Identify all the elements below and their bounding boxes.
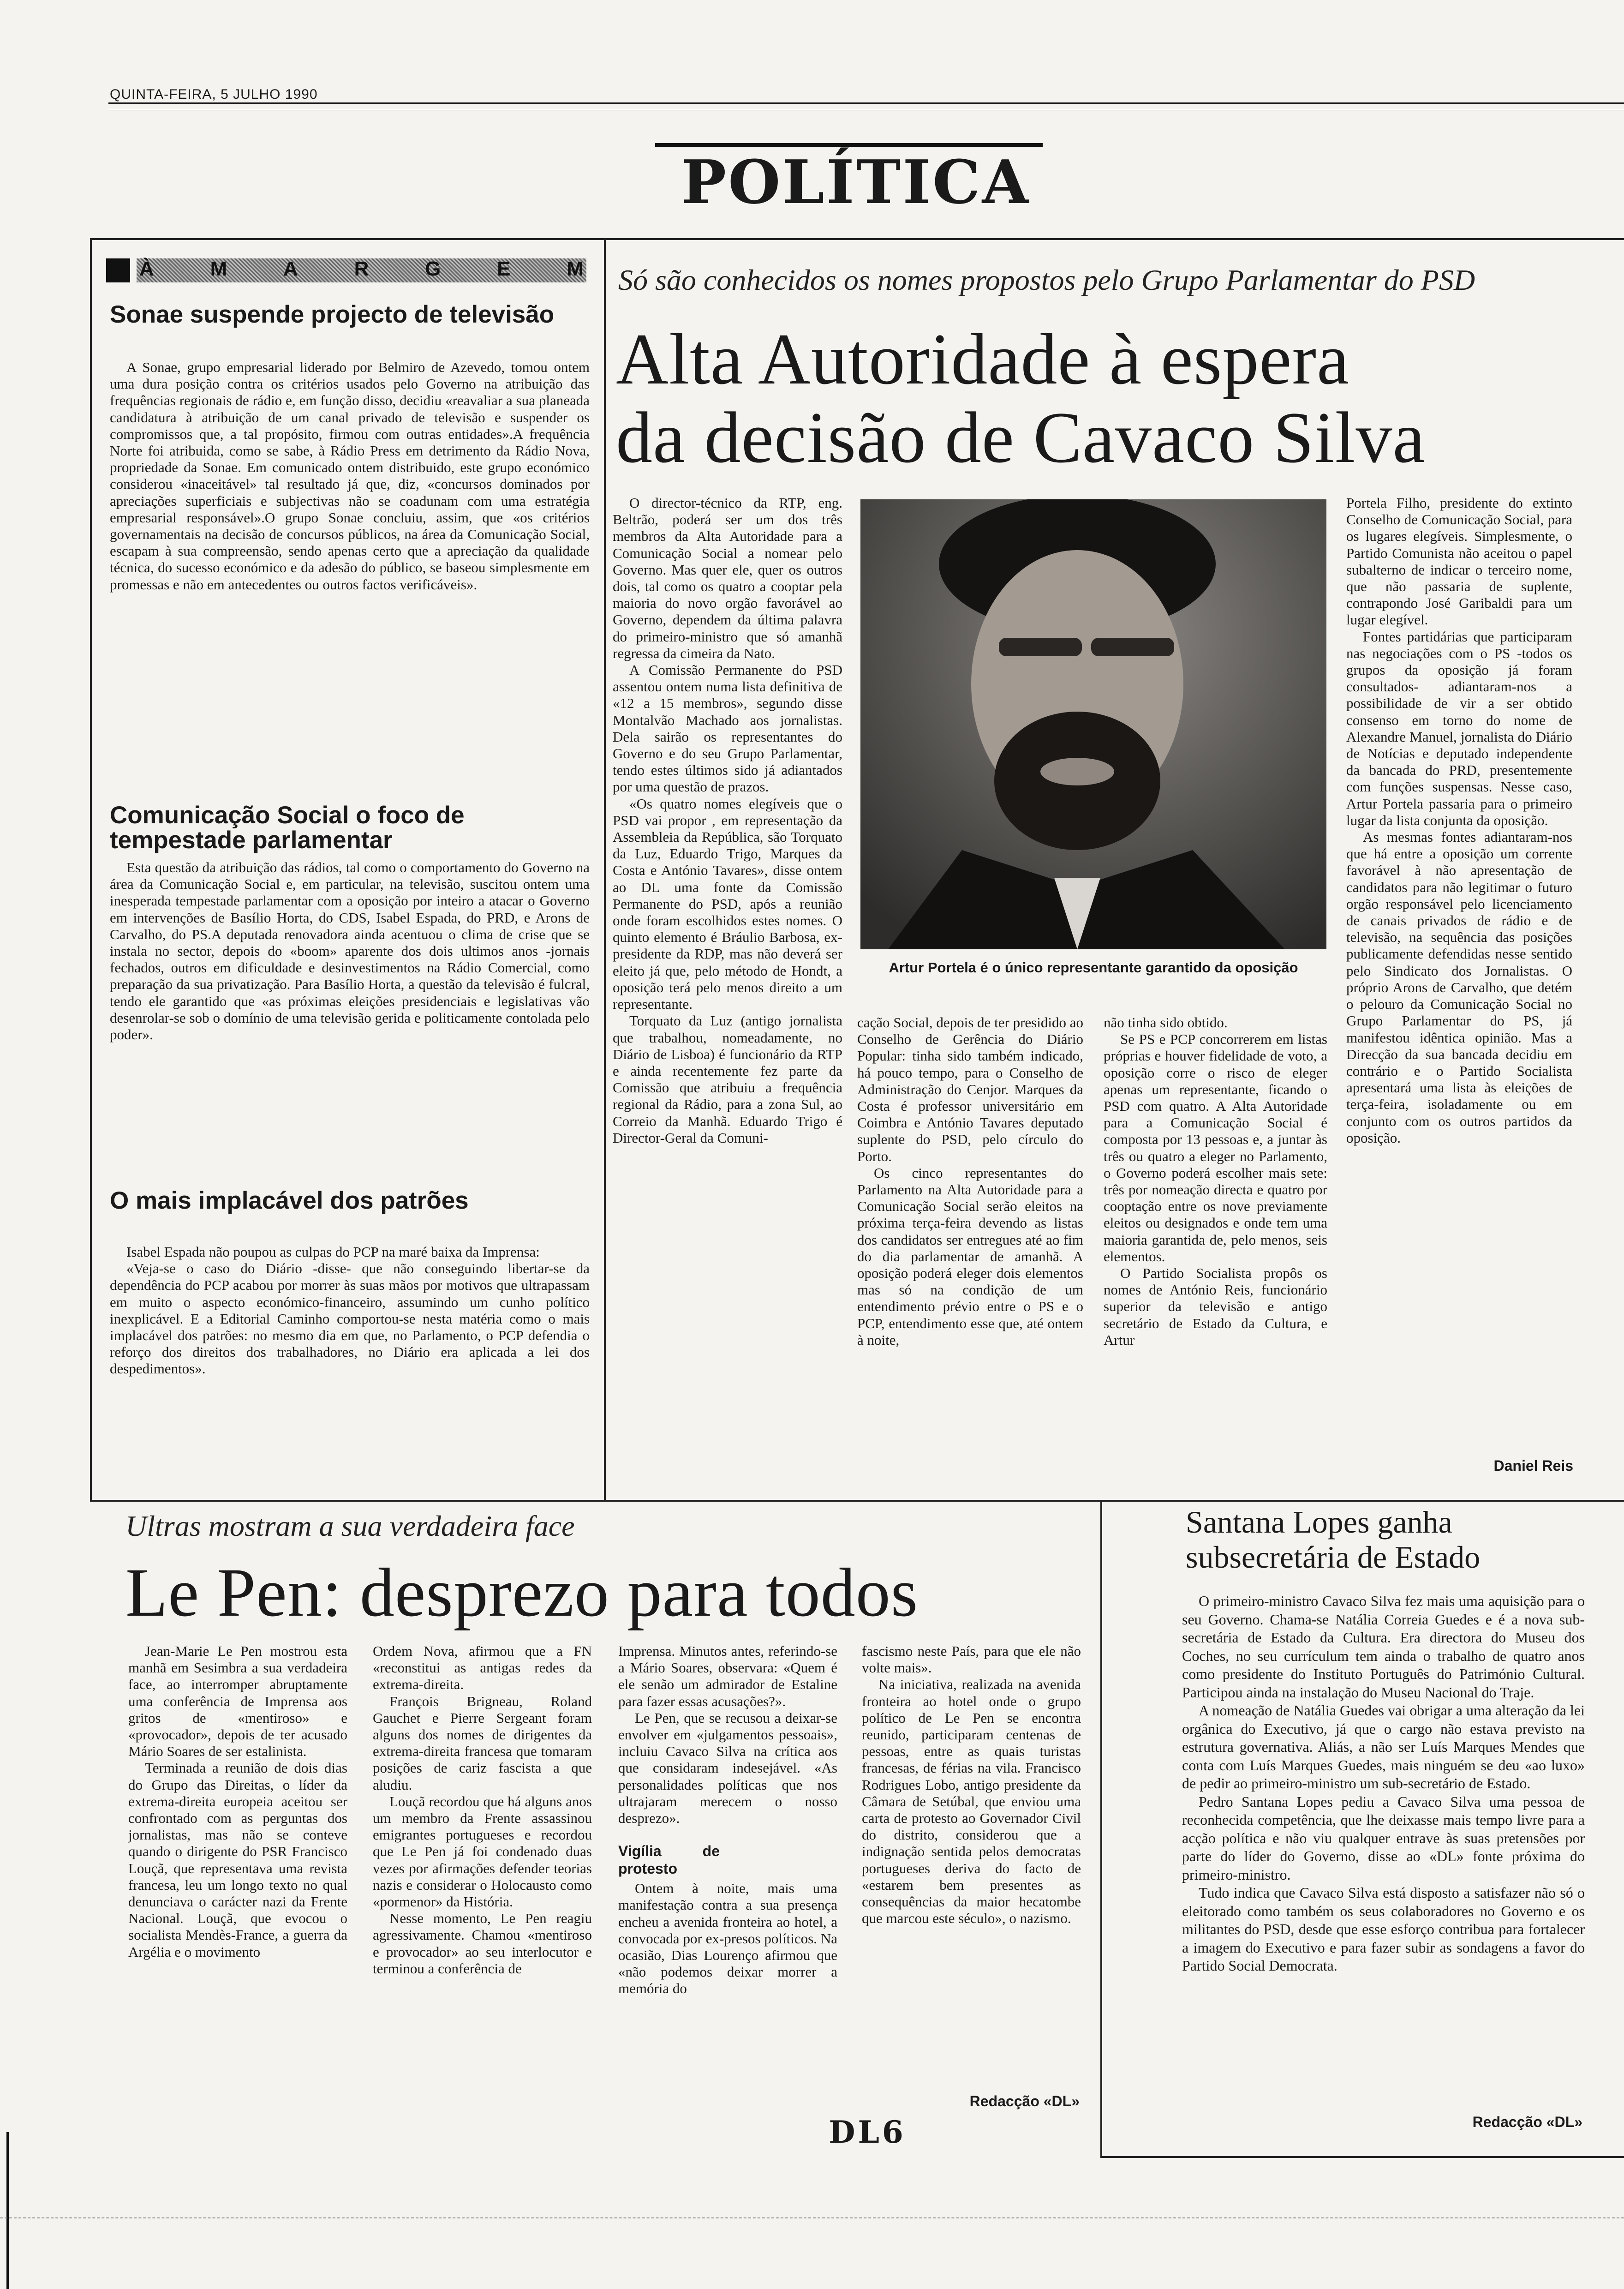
paragraph: As mesmas fontes adiantaram-nos que há entre a oposição um corrente favorável à não apresentação de candidatos para não legitimar o futuro orgão responsável pelo licenciamento de canais privados de rádio e de televisão, na sequência das posições publicamente defendidas nesse sentido pelo Sindicato dos Jornalistas. O próprio Arons de Carvalho, que detém o pelouro da Comunicação Social no Grupo Parlamentar do PS, já manifestou idêntica opinião. Mas a Direcção da sua bancada decidiu em contrário e o Partido Socialista apresentará uma lista às eleições de terça-feira, isoladamente ou em conjunto com os outros partidos da oposição.: [1346, 829, 1572, 1146]
paragraph: Terminada a reunião de dois dias do Grupo das Direitas, o líder da extrema-direita europeia aceitou ser confrontado com as perguntas dos jornalistas, mas não se conteve quando o dirigente do PSR Francisco Louçã, que representava uma revista francesa, leu um longo texto no qual denunciava o carácter nazi da Frente Nacional. Louçã, que evocou o socialista Mendès-France, a guerra da Argélia e o movimento: [128, 1760, 347, 1960]
paragraph: Le Pen, que se recusou a deixar-se envolver em «julgamentos pessoais», incluiu Cavaco Silva na crítica aos que considaram indesejável. «As personalidades políticas que nos ultrajaram merecem o nosso desprezo».: [618, 1709, 837, 1827]
margem-letters: À M A R G E M: [139, 258, 584, 280]
santana-signature: Redacção «DL»: [1472, 2114, 1582, 2130]
margin-rule: [6, 2132, 9, 2289]
lepen-kicker: Ultras mostram a sua verdadeira face: [125, 1510, 575, 1542]
paragraph: Louçã recordou que há alguns anos um membro da Frente assassinou emigrantes portugueses e recordou que Le Pen já foi condenado duas vezes por afirmações defender teorias nazis e considerar o Holocausto como «pormenor» da História.: [373, 1793, 592, 1910]
page-date: QUINTA-FEIRA, 5 JULHO 1990: [110, 87, 318, 102]
page-folio: DL6: [829, 2114, 906, 2150]
lepen-subhead: Vigília de protesto: [618, 1843, 720, 1877]
main-headline-line2: da decisão de Cavaco Silva: [616, 397, 1426, 478]
lepen-signature: Redacção «DL»: [969, 2093, 1080, 2109]
paragraph: Fontes partidárias que participaram nas negociações com o PS -todos os grupos da oposição já foram consultados- adiantaram-nos a possibilidade de vir a ser obtido consenso em torno do nome de Alexandre Manuel, jornalista do Diário de Notícias e deputado independente da bancada do PRD, presentemente com funções suspensas. Nesse caso, Artur Portela passaria para o primeiro lugar da lista conjunta da oposição.: [1346, 628, 1572, 828]
portrait-figure: [860, 499, 1326, 949]
margem-item-title: Comunicação Social o foco de tempestade parlamentar: [110, 802, 465, 854]
paragraph: Tudo indica que Cavaco Silva está disposto a satisfazer não só o eleitorado como também os seus colaboradores no Governo e os militantes do PSD, desde que esse esforço contribua para fortalecer a imagem do Executivo e para fazer subir as sondagens a favor do Partido Social Democrata.: [1182, 1884, 1585, 1974]
lepen-col-4: [862, 1643, 1081, 1927]
paragraph: Imprensa. Minutos antes, referindo-se a Mário Soares, observara: «Quem é ele senão um admirador de Estaline para fazer essas acusações?».: [618, 1643, 837, 1709]
margem-item-body: [110, 1244, 590, 1378]
margem-item-title: O mais implacável dos patrões: [110, 1187, 469, 1214]
paragraph: fascismo neste País, para que ele não volte mais».: [862, 1643, 1081, 1676]
paragraph: Se PS e PCP concorrerem em listas próprias e houver fidelidade de voto, a oposição corre o risco de eleger apenas um representante, ficando o PSD com quatro. A Alta Autoridade para a Comunicação Social é composta por 13 pessoas e, a juntar às três ou quatro a eleger no Parlamento, o Governo poderá escolher mais sete: três por nomeação directa e quatro por cooptação entre os nove previamente eleitos ou designados e onde tem uma maioria garantida de, pelo menos, seis elementos.: [1104, 1031, 1327, 1264]
paragraph: Torquato da Luz (antigo jornalista que trabalhou, nomeadamente, no Diário de Lisboa) é funcionário da RTP e ainda recentemente fez parte da Comissão que atribuiu a frequência regional da Rádio, para a zona Sul, ao Correio da Manhã. Eduardo Trigo é Director-Geral da Comuni-: [613, 1013, 842, 1146]
paragraph: cação Social, depois de ter presidido ao Conselho de Gerência do Diário Popular: tinha sido também indicado, há pouco tempo, para o Conselho de Administração do Cenjor. Marques da Costa é professor universitário em Coimbra e António Tavares deputado suplente do PSD, pelo círculo do Porto.: [857, 1014, 1083, 1164]
portrait-photo: [860, 499, 1326, 949]
main-col-4: [1346, 495, 1572, 1146]
section-title: POLÍTICA: [681, 147, 1031, 217]
lepen-col-3: [618, 1643, 837, 1997]
paragraph: A Comissão Permanente do PSD assentou ontem numa lista definitiva de «12 a 15 membros», segundo disse Montalvão Machado aos jornalistas. Dela sairão os representantes do Governo e do seu Grupo Parlamentar, tendo estes últimos sido já adiantados por uma questão de prazos.: [613, 662, 842, 795]
main-col-1: [613, 495, 842, 1146]
paragraph: A nomeação de Natália Guedes vai obrigar a uma alteração da lei orgânica do Executivo, já que o cargo não estava previsto na estrutura governativa. Aliás, a não ser Luís Marques Mendes que conta com Luís Marques Guedes, mais ninguém se deu «ao luxo» de pedir ao primeiro-ministro um sub-secretário de Estado.: [1182, 1702, 1585, 1792]
paragraph: não tinha sido obtido.: [1104, 1014, 1228, 1031]
paragraph: François Brigneau, Roland Gauchet e Pierre Sergeant foram alguns dos nomes de dirigentes da extrema-direita francesa que tomaram posições de cariz fascista a que aludiu.: [373, 1693, 592, 1793]
main-signature: Daniel Reis: [1493, 1457, 1573, 1474]
paragraph: Na iniciativa, realizada na avenida fronteira ao hotel onde o grupo político de Le Pen se encontra reunido, participaram centenas de pessoas, entre as quais turistas francesas, de férias na vila. Francisco Rodrigues Lobo, antigo presidente da Câmara de Setúbal, que enviou uma carta de protesto ao Governador Civil do distrito, considerou que a indignação sentida pelos democratas portugueses deriva do facto de «estarem bem presentes as consequências da maior hecatombe que marcou este século», o nazismo.: [862, 1676, 1081, 1927]
lepen-col-2: [373, 1643, 592, 1977]
margem-item-title: Sonae suspende projecto de televisão: [110, 301, 555, 328]
paragraph: Portela Filho, presidente do extinto Conselho de Comunicação Social, para os lugares elegíveis. Simplesmente, o Partido Comunista não aceitou o papel subalterno de indicar o terceiro nome, que não passaria de suplente, contrapondo José Garibaldi para um lugar elegível.: [1346, 495, 1572, 628]
paragraph: Ontem à noite, mais uma manifestação contra a sua presença encheu a avenida fronteira ao hotel, a convocada por ex-presos políticos. Na ocasião, Dias Lourenço afirmou que «não podemos deixar morrer a memória do: [618, 1880, 837, 1997]
margem-item-body: [110, 359, 590, 593]
header-rule: [108, 102, 1624, 104]
margem-square-icon: [106, 258, 130, 282]
main-headline-line1: Alta Autoridade à espera: [616, 319, 1350, 400]
santana-body: [1182, 1592, 1585, 1975]
paragraph: Isabel Espada não poupou as culpas do PCP na maré baixa da Imprensa:: [126, 1244, 540, 1260]
paragraph: O primeiro-ministro Cavaco Silva fez mais uma aquisição para o seu Governo. Chama-se Natália Correia Guedes e é a nova sub-secretária de Estado da Cultura. Era directora do Museu dos Coches, no seu currículum tem ainda o trabalho de quatro anos como presidente do Instituto Português do Património Cultural. Participou ainda na instalação do Museu Nacional do Traje.: [1182, 1593, 1585, 1701]
lepen-col-1: [128, 1643, 347, 1960]
margem-item-body: [110, 859, 590, 1043]
paragraph: Pedro Santana Lopes pediu a Cavaco Silva uma pessoa de reconhecida competência, que lhe deixasse mais tempo livre para a acção política e não viu qualquer entrave às suas pretensões por parte do líder do Governo, disse ao «DL» fonte próxima do primeiro-ministro.: [1182, 1793, 1585, 1883]
lepen-headline: Le Pen: desprezo para todos: [125, 1554, 919, 1631]
santana-headline-line2: subsecretária de Estado: [1186, 1540, 1481, 1575]
paragraph: A Sonae, grupo empresarial liderado por Belmiro de Azevedo, tomou ontem uma dura posição contra os critérios usados pelo Governo na atribuição das frequências regionais de rádio e, em função disso, decidiu «reavaliar a sua planeada candidatura à atribuição de um canal privado de televisão e suspender os compromissos que, a tal propósito, firmou com outras entidades».A frequência Norte foi atribuida, como se sabe, à Rádio Press em detrimento da Rádio Nova, propriedade da Sonae. Em comunicado ontem distribuido, este grupo económico considerou «inaceitável» tal resultado já que, diz, «concursos dominados por apreciações superficiais e subjectivas não se coadunam com uma estratégia empresarial responsável».O grupo Sonae concluiu, assim, que «os critérios governamentais na decisão de concursos públicos, na área da Comunicação Social, escapam à sua compreensão, sendo apenas certo que a apreciação da qualidade técnica, do sucesso económico e da adesão do público, se baseou simplesmente em promessas e não em antecedentes ou outros factos verificáveis».: [110, 359, 590, 593]
paragraph: Ordem Nova, afirmou que a FN «reconstitui as antigas redes da extrema-direita.: [373, 1643, 592, 1693]
paragraph: Nesse momento, Le Pen reagiu agressivamente. Chamou «mentiroso e provocador» ao seu interlocutor e terminou a conferência de: [373, 1910, 592, 1977]
paragraph: O director-técnico da RTP, eng. Beltrão, poderá ser um dos três membros da Alta Autoridade para a Comunicação Social a nomear pelo Governo. Mas quer ele, quer os outros dois, tal como os quatro a cooptar pela maioria do novo orgão favorável ao Governo, dependem da última palavra do primeiro-ministro que só amanhã regressa da cimeira da Nato.: [613, 495, 842, 661]
section-rule: [655, 143, 1043, 147]
paragraph: Esta questão da atribuição das rádios, tal como o comportamento do Governo na área da Comunicação Social e, em particular, na televisão, suscitou ontem uma inesperada tempestade parlamentar com a oposição por inteiro a atacar o Governo em intervenções de Basílio Horta, do CDS, Isabel Espada, do PRD, e Arons de Carvalho, do PS.A deputada renovadora ainda acentuou o clima de crise que se instala no sector, depois do «boom» aparente dos dois ultimos anos -jornais fechados, outros em dificuldade e desinvestimentos na Rádio Comercial, como preparação da sua privatização. Para Basílio Horta, a questão da televisão é fulcral, tendo ele garantido que «as próximas eleições presidenciais e legislativas vão desenrolar-se sob o domínio de uma televisão gerida e politicamente contolada pelo poder».: [110, 859, 590, 1043]
main-kicker: Só são conhecidos os nomes propostos pelo Grupo Parlamentar do PSD: [618, 264, 1475, 296]
paragraph: Jean-Marie Le Pen mostrou esta manhã em Sesimbra a sua verdadeira face, ao interromper abruptamente uma conferência de Imprensa aos gritos de «mentiroso» e «provocador», depois de ter acusado Mário Soares de ser estalinista.: [128, 1643, 347, 1760]
paragraph: Os cinco representantes do Parlamento na Alta Autoridade para a Comunicação Social serão eleitos na próxima terça-feira devendo as listas dos candidatos ser entregues até ao fim do dia parlamentar de amanhã. A oposição poderá eleger dois elementos mas só na condição de um entendimento prévio entre o PS e o PCP, entendimento esse que, até ontem à noite,: [857, 1164, 1083, 1348]
paragraph: O Partido Socialista propôs os nomes de António Reis, funcionário superior da televisão e antigo secretário de Estado da Cultura, e Artur: [1104, 1265, 1327, 1348]
paragraph: «Os quatro nomes elegíveis que o PSD vai propor , em representação da Assembleia da República, são Torquato da Luz, Eduardo Trigo, Marques da Costa e António Tavares», disse ontem ao DL uma fonte da Comissão Permanente do PSD, após a reunião onde foram escolhidos estes nomes. O quinto elemento é Bráulio Barbosa, ex-presidente da RDP, mas não deverá ser eleito já que, pelo método de Hondt, a oposição terá pelo menos direito a um representante.: [613, 795, 842, 1013]
main-col-2: [857, 1014, 1083, 1348]
main-col-3: [1104, 1014, 1327, 1348]
margem-label: [106, 257, 584, 284]
paragraph: «Veja-se o caso do Diário -disse- que não conseguindo libertar-se da dependência do PCP acabou por morrer às suas mãos por motivos que ultrapassam em muito o aspecto económico-financeiro, assumindo um cunho político inexplicável. E a Editorial Caminho comportou-se nesta matéria como o mais implacável dos patrões: no mesmo dia em que, no Parlamento, o PCP defendia o reforço dos direitos dos trabalhadores, no Diário era aplicada a lei dos despedimentos».: [110, 1260, 590, 1377]
photo-caption: Artur Portela é o único representante garantido da oposição: [889, 959, 1298, 976]
bottom-fold-line: [0, 2217, 1624, 2218]
santana-headline-line1: Santana Lopes ganha: [1186, 1504, 1452, 1540]
